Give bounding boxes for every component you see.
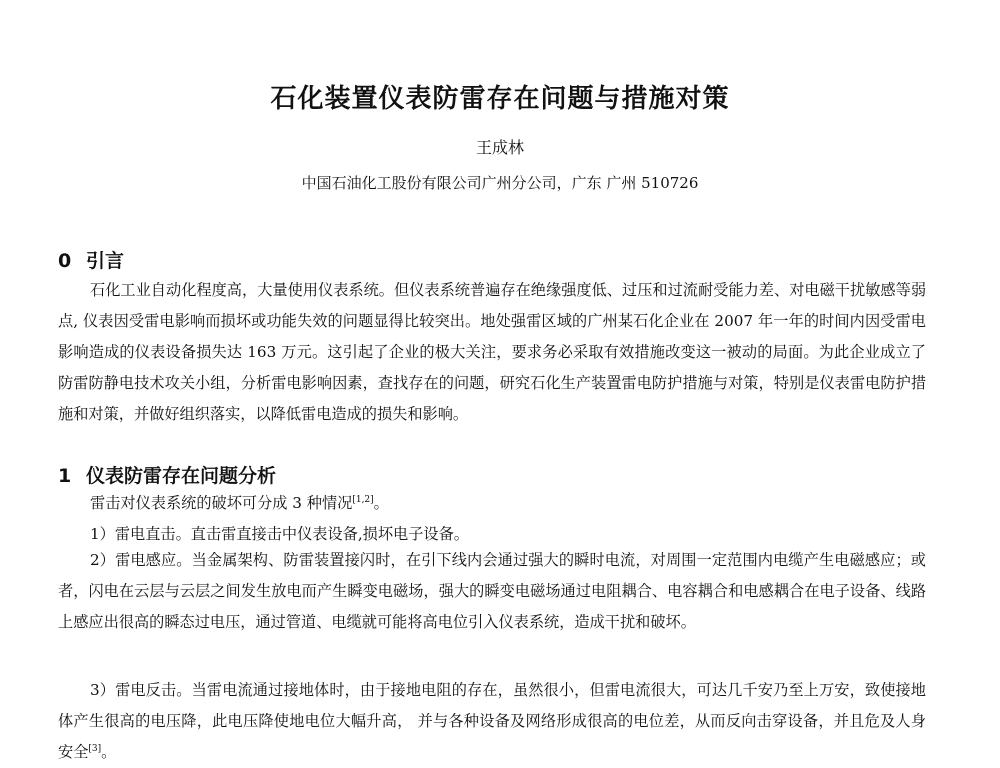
item-direct-strike: 1）雷电直击。直击雷直接击中仪表设备,损坏电子设备。 [90, 525, 469, 543]
section-1-heading [58, 461, 276, 488]
section-1-title: 仪表防雷存在问题分析 [86, 465, 277, 487]
section-0-heading [58, 246, 124, 273]
section-1-intro-end: 。 [373, 494, 389, 512]
item-induction: 2）雷电感应。当金属架构、防雷装置接闪时，在引下线内会通过强大的瞬时电流，对周围一定范围内电缆产生电磁感应；或者，闪电在云层与云层之间发生放电而产生瞬变电磁场，强大的瞬变电磁场通过电阻耦合、电容耦合和电感耦合在电子设备、线路上感应出很高的瞬态过电压，通过管道、电缆就可能将高电位引入仪表系统，造成干扰和破坏。 [58, 551, 926, 631]
citation-1-2: [1,2] [352, 494, 374, 505]
section-0-number: 0 [58, 250, 72, 272]
citation-3: [3] [88, 743, 102, 754]
paper-title: 石化装置仪表防雷存在问题与措施对策 [270, 84, 730, 114]
item-back-flashover-end: 。 [101, 743, 117, 761]
author-affiliation: 中国石油化工股份有限公司广州分公司，广东 广州 510726 [301, 174, 699, 192]
section-0-paragraph: 石化工业自动化程度高，大量使用仪表系统。但仪表系统普遍存在绝缘强度低、过压和过流耐受能力差、对电磁干扰敏感等弱点, 仪表因受雷电影响而损坏或功能失效的问题显得比较突出。地处强雷区域的广州某石化企业在 2007 年一年的时间内因受雷电影响造成的仪表设备损失达 163 万元。这引起了企业的极大关注，要求务必采取有效措施改变这一被动的局面。为此企业成立了防雷防静电技术攻关小组，分析雷电影响因素，查找存在的问题，研究石化生产装置雷电防护措施与对策，特别是仪表雷电防护措施和对策，并做好组织落实，以降低雷电造成的损失和影响。 [58, 281, 926, 423]
item-back-flashover [58, 675, 926, 768]
item-back-flashover-text: 3）雷电反击。当雷电流通过接地体时，由于接地电阻的存在，虽然很小，但雷电流很大，可达几千安乃至上万安，致使接地体产生很高的电压降，此电压降使地电位大幅升高， 并与各种设备及网络形成很高的电位差，从而反向击穿设备，并且危及人身安全 [58, 681, 926, 761]
section-1-number: 1 [58, 465, 72, 487]
section-1-intro [90, 492, 389, 513]
section-1-intro-text: 雷击对仪表系统的破坏可分成 3 种情况 [90, 494, 353, 512]
section-0-title: 引言 [86, 250, 125, 272]
author-name: 王成林 [475, 138, 524, 157]
